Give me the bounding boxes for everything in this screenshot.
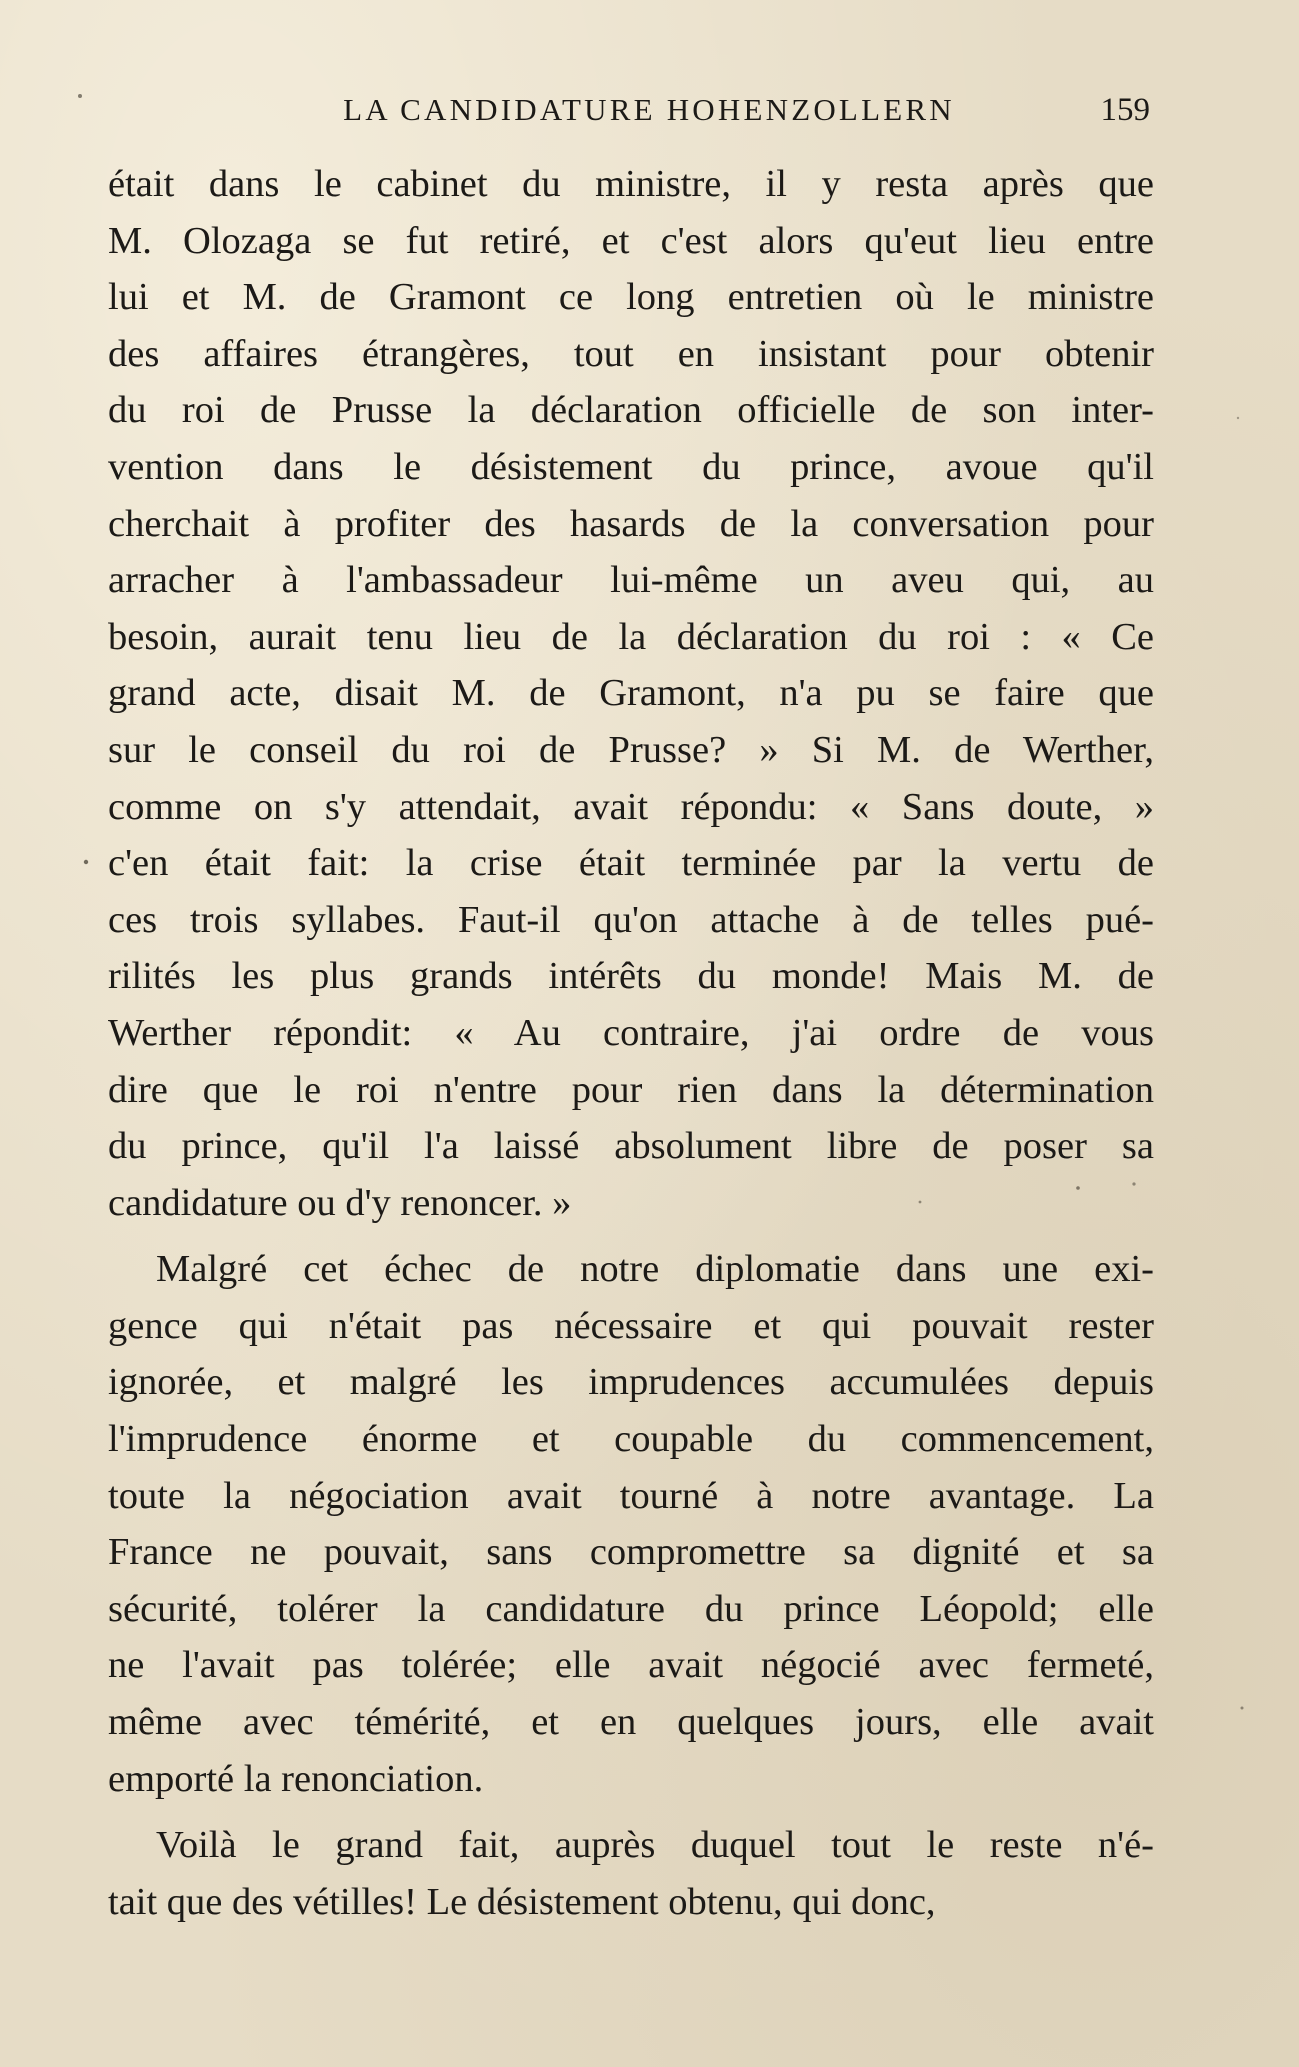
running-title: LA CANDIDATURE HOHENZOLLERN	[343, 92, 955, 127]
paragraph	[108, 1817, 1154, 1930]
text-line: ne l'avait pas tolérée; elle avait négocié avec fermeté,	[108, 1644, 1154, 1687]
text-line: du prince, qu'il l'a laissé absolument libre de poser sa	[108, 1125, 1154, 1168]
text-line: lui et M. de Gramont ce long entretien où le ministre	[108, 276, 1154, 319]
text-line: ces trois syllabes. Faut-il qu'on attache à de telles pué-	[108, 898, 1154, 941]
running-head	[108, 86, 1150, 134]
text-line: toute la négociation avait tourné à notre avantage. La	[108, 1474, 1154, 1517]
text-line: France ne pouvait, sans compromettre sa dignité et sa	[108, 1531, 1154, 1574]
text-line: comme on s'y attendait, avait répondu: « Sans doute, »	[108, 785, 1154, 828]
text-line: Werther répondit: « Au contraire, j'ai ordre de vous	[108, 1011, 1154, 1054]
text-line: gence qui n'était pas nécessaire et qui pouvait rester	[108, 1304, 1154, 1347]
text-line: c'en était fait: la crise était terminée par la vertu de	[108, 842, 1154, 885]
text-line: candidature ou d'y renoncer. »	[108, 1181, 572, 1224]
text-line: vention dans le désistement du prince, avoue qu'il	[108, 445, 1154, 488]
page-number: 159	[1100, 92, 1150, 128]
text-line: besoin, aurait tenu lieu de la déclaration du roi : « Ce	[108, 615, 1154, 658]
text-line: dire que le roi n'entre pour rien dans la détermination	[108, 1068, 1154, 1111]
text-line: rilités les plus grands intérêts du monde! Mais M. de	[108, 955, 1154, 998]
text-line: du roi de Prusse la déclaration officielle de son inter-	[108, 389, 1154, 432]
text-line: ignorée, et malgré les imprudences accumulées depuis	[108, 1361, 1154, 1404]
text-line: arracher à l'ambassadeur lui-même un aveu qui, au	[108, 559, 1154, 602]
text-line: Voilà le grand fait, auprès duquel tout le reste n'é-	[156, 1824, 1154, 1867]
paragraph	[108, 1241, 1154, 1807]
body-text	[108, 156, 1154, 1940]
text-line: M. Olozaga se fut retiré, et c'est alors qu'eut lieu entre	[108, 219, 1154, 262]
text-line: tait que des vétilles! Le désistement obtenu, qui donc,	[108, 1880, 936, 1923]
text-line: Malgré cet échec de notre diplomatie dans une exi-	[156, 1248, 1154, 1291]
text-line: grand acte, disait M. de Gramont, n'a pu se faire que	[108, 672, 1154, 715]
text-line: sécurité, tolérer la candidature du prince Léopold; elle	[108, 1587, 1154, 1630]
paragraph	[108, 156, 1154, 1231]
text-line: était dans le cabinet du ministre, il y resta après que	[108, 163, 1154, 205]
text-line: sur le conseil du roi de Prusse? » Si M. de Werther,	[108, 728, 1154, 771]
text-line: même avec témérité, et en quelques jours, elle avait	[108, 1701, 1154, 1744]
text-line: cherchait à profiter des hasards de la conversation pour	[108, 502, 1154, 545]
text-line: des affaires étrangères, tout en insistant pour obtenir	[108, 332, 1154, 375]
text-line: l'imprudence énorme et coupable du commencement,	[108, 1418, 1154, 1461]
text-line: emporté la renonciation.	[108, 1757, 484, 1800]
